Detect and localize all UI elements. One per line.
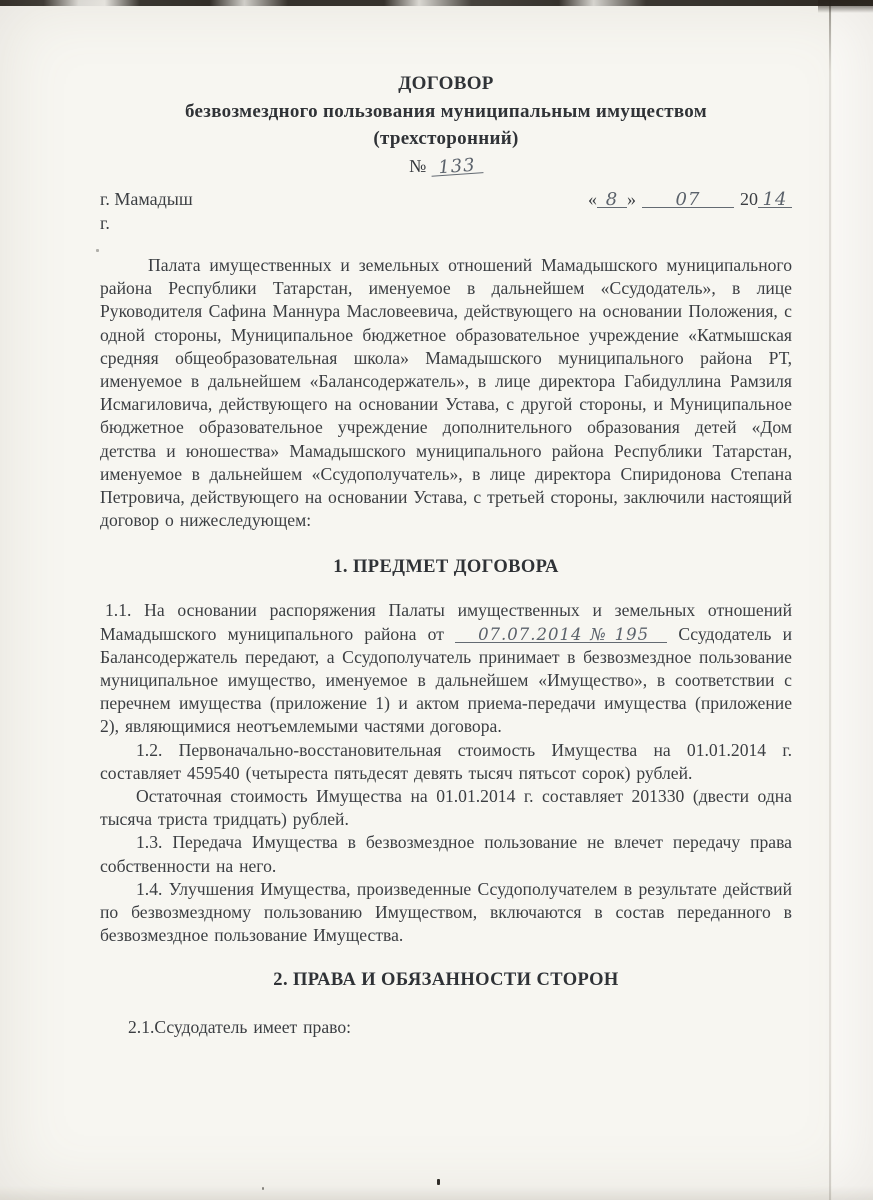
date-open-quote: «: [588, 189, 597, 209]
contract-date: [588, 189, 792, 210]
city-label-line2: г.: [100, 213, 110, 233]
section-2-heading: 2. ПРАВА И ОБЯЗАННОСТИ СТОРОН: [273, 970, 619, 991]
scan-speck: [96, 249, 99, 252]
city-label: г. Мамадыш: [100, 189, 193, 209]
document-title: ДОГОВОР: [398, 73, 494, 94]
scan-top-edge-strip: [0, 0, 873, 6]
scan-top-right-corner: [818, 0, 873, 13]
handwritten-month: 07: [675, 189, 701, 210]
clause-1-2-residual-value: Остаточная стоимость Имущества на 01.01.2014 г. составляет 201330 (двести одна тысяча триста тридцать) рублей.: [100, 786, 792, 830]
contract-number-blank: [430, 154, 483, 179]
clause-2-1: 2.1.Ссудодатель имеет право:: [128, 1017, 351, 1038]
clause-1-3: 1.3. Передача Имущества в безвозмездное пользование не влечет передачу права собственности на него.: [100, 832, 792, 876]
document-subtitle-parenthetical: (трехсторонний): [373, 128, 519, 149]
preamble-paragraph: Палата имущественных и земельных отношений Мамадышского муниципального района Республики Татарстан, именуемое в дальнейшем «Ссудодатель», в лице Руководителя Сафина Маннура Масловеевича, действующего на основании Положения, с одной стороны, Муниципальное бюджетное образовательное учреждение «Катмышская средняя общеобразовательная школа» Мамадышского муниципального района РТ, именуемое в дальнейшем «Балансодержатель», в лице директора Габидуллина Рамзиля Исмагиловича, действующего на основании Устава, с другой стороны, и Муниципальное бюджетное образовательное учреждение дополнительного образования детей «Дом детства и юношества» Мамадышского муниципального района Республики Татарстан, именуемое в дальнейшем «Ссудополучатель», в лице директора Спиридонова Степана Петровича, действующего на основании Устава, с третьей стороны, заключили настоящий договор о нижеследующем:: [100, 255, 792, 531]
clause-1-2: 1.2. Первоначально-восстановительная стоимость Имущества на 01.01.2014 г. составляет 459540 (четыреста пятьдесят девять тысяч пятьсот сорок) рублей.: [100, 739, 792, 783]
city-date-row: [100, 189, 792, 210]
scan-speck: [437, 1179, 440, 1185]
scan-page-edge-line: [829, 0, 831, 1200]
clause-1-1: [100, 599, 792, 738]
clause-1-4: 1.4. Улучшения Имущества, произведенные Ссудополучателем в результате действий по безвозмездному пользованию Имуществом, включаются в состав переданного в безвозмездное пользование Имущества.: [100, 878, 792, 946]
date-close-quote: »: [627, 189, 636, 209]
clause-1-1-text-before: 1.1. На основании распоряжения Палаты имущественных и земельных отношений Мамадышского муниципального района от: [100, 600, 792, 644]
handwritten-day: 8: [605, 189, 619, 210]
number-label: №: [409, 156, 427, 176]
date-day-blank: [597, 189, 627, 210]
document-page: [100, 72, 792, 1040]
scan-page-edge-area: [832, 0, 873, 1200]
scan-bottom-smudge: [0, 1186, 873, 1200]
date-month-blank: [642, 189, 734, 210]
handwritten-contract-number: 133: [437, 154, 477, 179]
order-reference-blank: [455, 624, 667, 644]
clause-1-1-text-after: Ссудодатель и Балансодержатель передают, а Ссудополучатель принимает в безвозмездное пользование муниципальное имущество, именуемое в дальнейшем «Имущество», в соответствии с перечнем имущества (приложение 1) и актом приема-передачи имущества (приложение 2), являющимися неотъемлемыми частями договора.: [100, 623, 792, 737]
contract-number-line: [100, 156, 792, 177]
year-prefix: 20: [740, 189, 758, 209]
section-1-heading: 1. ПРЕДМЕТ ДОГОВОРА: [333, 557, 559, 578]
scan-speck: [262, 1187, 264, 1190]
handwritten-order-reference: 07.07.2014 № 195: [478, 624, 650, 644]
date-year-blank: [758, 189, 792, 210]
handwritten-year: 14: [762, 189, 788, 210]
document-subtitle: безвозмездного пользования муниципальным имуществом: [185, 101, 707, 122]
